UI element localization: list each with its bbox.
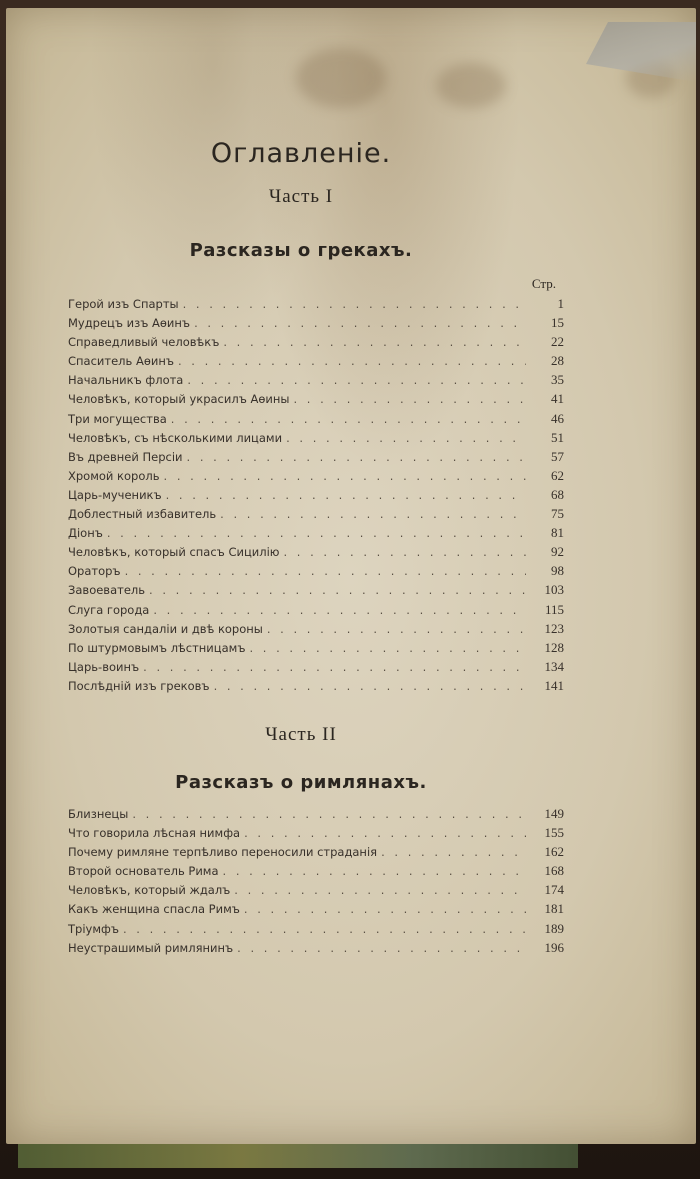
- toc-entry: [68, 391, 564, 410]
- toc-entry-page: 174: [544, 882, 564, 898]
- dot-leader: [249, 641, 526, 655]
- dot-leader: [267, 622, 526, 636]
- dot-leader: [183, 297, 526, 311]
- toc-entry: [68, 940, 564, 959]
- toc-entry: [68, 563, 564, 582]
- dot-leader: [178, 354, 526, 368]
- toc-entry-page: 103: [544, 582, 564, 598]
- part-label: Часть I: [268, 186, 334, 207]
- toc-entry-title: Діонъ: [68, 526, 103, 541]
- toc-entry-title: Неустрашимый римлянинъ: [68, 940, 234, 955]
- toc-entry-page: 141: [544, 677, 564, 693]
- dot-leader: [214, 679, 526, 693]
- dot-leader: [194, 316, 526, 330]
- toc-entry-page: 128: [544, 639, 564, 655]
- toc-entry: [68, 640, 564, 659]
- book-page: [6, 8, 696, 1144]
- toc-entry: [68, 468, 564, 487]
- dot-leader: [223, 864, 526, 878]
- dot-leader: [143, 660, 526, 674]
- toc-entry-title: Доблестный избавитель: [68, 507, 217, 522]
- toc-entry: [68, 353, 564, 372]
- toc-entry: [68, 863, 564, 882]
- toc-entry-page: 155: [544, 825, 564, 841]
- toc-entry-title: Слуга города: [68, 602, 150, 617]
- dot-leader: [132, 807, 526, 821]
- toc-entry-page: 181: [544, 901, 564, 917]
- dot-leader: [187, 450, 526, 464]
- toc-entry-title: Справедливый человѣкъ: [68, 335, 220, 350]
- toc-entry-title: Почему римляне терпѣливо переносили страданія: [68, 845, 378, 860]
- toc-entry: [68, 825, 564, 844]
- toc-entry: [68, 315, 564, 334]
- toc-entry-title: Герой изъ Спарты: [68, 297, 179, 311]
- dot-leader: [381, 845, 526, 859]
- toc-entry-page: 41: [551, 391, 564, 407]
- toc-entry-page: 15: [551, 315, 564, 331]
- toc-entry-title: Близнецы: [68, 807, 129, 821]
- dot-leader: [166, 488, 526, 502]
- toc-entry-page: 168: [544, 863, 564, 879]
- toc-list-part-2: [68, 806, 564, 959]
- toc-entry-page: 35: [551, 372, 564, 388]
- toc-entry-page: 62: [551, 467, 564, 483]
- dot-leader: [220, 507, 526, 521]
- toc-entry-title: Спаситель Аѳинъ: [68, 354, 174, 369]
- toc-entry: [68, 487, 564, 506]
- toc-entry: [68, 882, 564, 901]
- toc-entry-title: Золотыя сандаліи и двѣ короны: [68, 621, 263, 636]
- toc-entry: [68, 334, 564, 353]
- toc-entry-page: 68: [551, 486, 564, 502]
- toc-entry: [68, 525, 564, 544]
- toc-entry-title: Человѣкъ, который спасъ Сицилію: [68, 545, 280, 560]
- toc-entry: [68, 921, 564, 940]
- page-stain: [436, 63, 506, 108]
- dot-leader: [149, 583, 526, 597]
- toc-entry-title: Какъ женщина спасла Римъ: [68, 902, 240, 917]
- toc-entry: [68, 449, 564, 468]
- page-column-label: Стр.: [531, 276, 556, 291]
- toc-entry-page: 189: [544, 920, 564, 936]
- toc-entry-title: Что говорила лѣсная нимфа: [68, 826, 241, 841]
- toc-entry-title: По штурмовымъ лѣстницамъ: [68, 640, 246, 655]
- toc-entry-title: Царь-мученикъ: [68, 487, 162, 502]
- toc-entry-title: Завоеватель: [68, 583, 146, 598]
- torn-corner: [586, 22, 696, 82]
- toc-entry-page: 98: [551, 563, 564, 579]
- toc-entry: [68, 602, 564, 621]
- dot-leader: [125, 564, 526, 578]
- toc-entry-page: 134: [544, 658, 564, 674]
- part-label: Часть II: [265, 724, 337, 745]
- toc-entry-title: Ораторъ: [68, 564, 121, 579]
- dot-leader: [223, 335, 526, 349]
- toc-entry: [68, 506, 564, 525]
- dot-leader: [107, 526, 526, 540]
- toc-entry-title: Царь-воинъ: [68, 659, 140, 674]
- toc-entry-page: 57: [551, 448, 564, 464]
- toc-entry-page: 1: [557, 296, 564, 311]
- toc-entry-title: Хромой король: [68, 468, 160, 483]
- toc-entry: [68, 544, 564, 563]
- section-title: Разсказы о грекахъ.: [189, 240, 413, 261]
- toc-entry-title: Человѣкъ, съ нѣсколькими лицами: [68, 430, 283, 445]
- toc-entry: [68, 411, 564, 430]
- toc-entry-page: 115: [544, 601, 564, 617]
- dot-leader: [237, 941, 526, 955]
- toc-entry: [68, 296, 564, 315]
- toc-entry-title: Три могущества: [68, 411, 167, 426]
- toc-entry-title: Въ древней Персіи: [68, 449, 183, 464]
- toc-entry: [68, 659, 564, 678]
- toc-entry-page: 149: [544, 806, 564, 821]
- dot-leader: [293, 392, 526, 406]
- toc-entry-title: Начальникъ флота: [68, 373, 184, 388]
- dot-leader: [244, 826, 526, 840]
- toc-list-part-1: [68, 296, 564, 697]
- toc-entry: [68, 582, 564, 601]
- toc-entry-page: 28: [551, 353, 564, 369]
- toc-entry-title: Мудрецъ изъ Аѳинъ: [68, 316, 191, 331]
- toc-entry-title: Человѣкъ, который украсилъ Аѳины: [68, 392, 290, 407]
- toc-entry: [68, 372, 564, 391]
- dot-leader: [171, 412, 526, 426]
- toc-entry: [68, 844, 564, 863]
- toc-entry: [68, 678, 564, 697]
- dot-leader: [244, 902, 526, 916]
- toc-entry: [68, 621, 564, 640]
- dot-leader: [286, 431, 526, 445]
- toc-entry-title: Человѣкъ, который ждалъ: [68, 883, 231, 898]
- toc-entry-page: 22: [551, 334, 564, 350]
- toc-entry-title: Второй основатель Рима: [68, 864, 219, 879]
- dot-leader: [153, 603, 526, 617]
- toc-entry-page: 123: [544, 620, 564, 636]
- toc-entry: [68, 806, 564, 825]
- toc-entry-title: Тріумфъ: [68, 921, 119, 936]
- dot-leader: [283, 545, 526, 559]
- dot-leader: [164, 469, 526, 483]
- toc-entry: [68, 901, 564, 920]
- toc-entry-page: 196: [544, 939, 564, 955]
- toc-entry: [68, 430, 564, 449]
- page-title: Оглавленіе.: [210, 138, 392, 169]
- dot-leader: [123, 922, 526, 936]
- toc-entry-page: 81: [551, 525, 564, 541]
- toc-entry-page: 46: [551, 410, 564, 426]
- page-stain: [296, 48, 386, 108]
- section-title: Разсказъ о римлянахъ.: [175, 772, 427, 793]
- dot-leader: [234, 883, 526, 897]
- toc-entry-page: 51: [551, 429, 564, 445]
- toc-entry-page: 92: [551, 544, 564, 560]
- toc-entry-title: Послѣдній изъ грековъ: [68, 678, 210, 693]
- dot-leader: [187, 373, 526, 387]
- toc-entry-page: 162: [544, 844, 564, 860]
- toc-entry-page: 75: [551, 506, 564, 522]
